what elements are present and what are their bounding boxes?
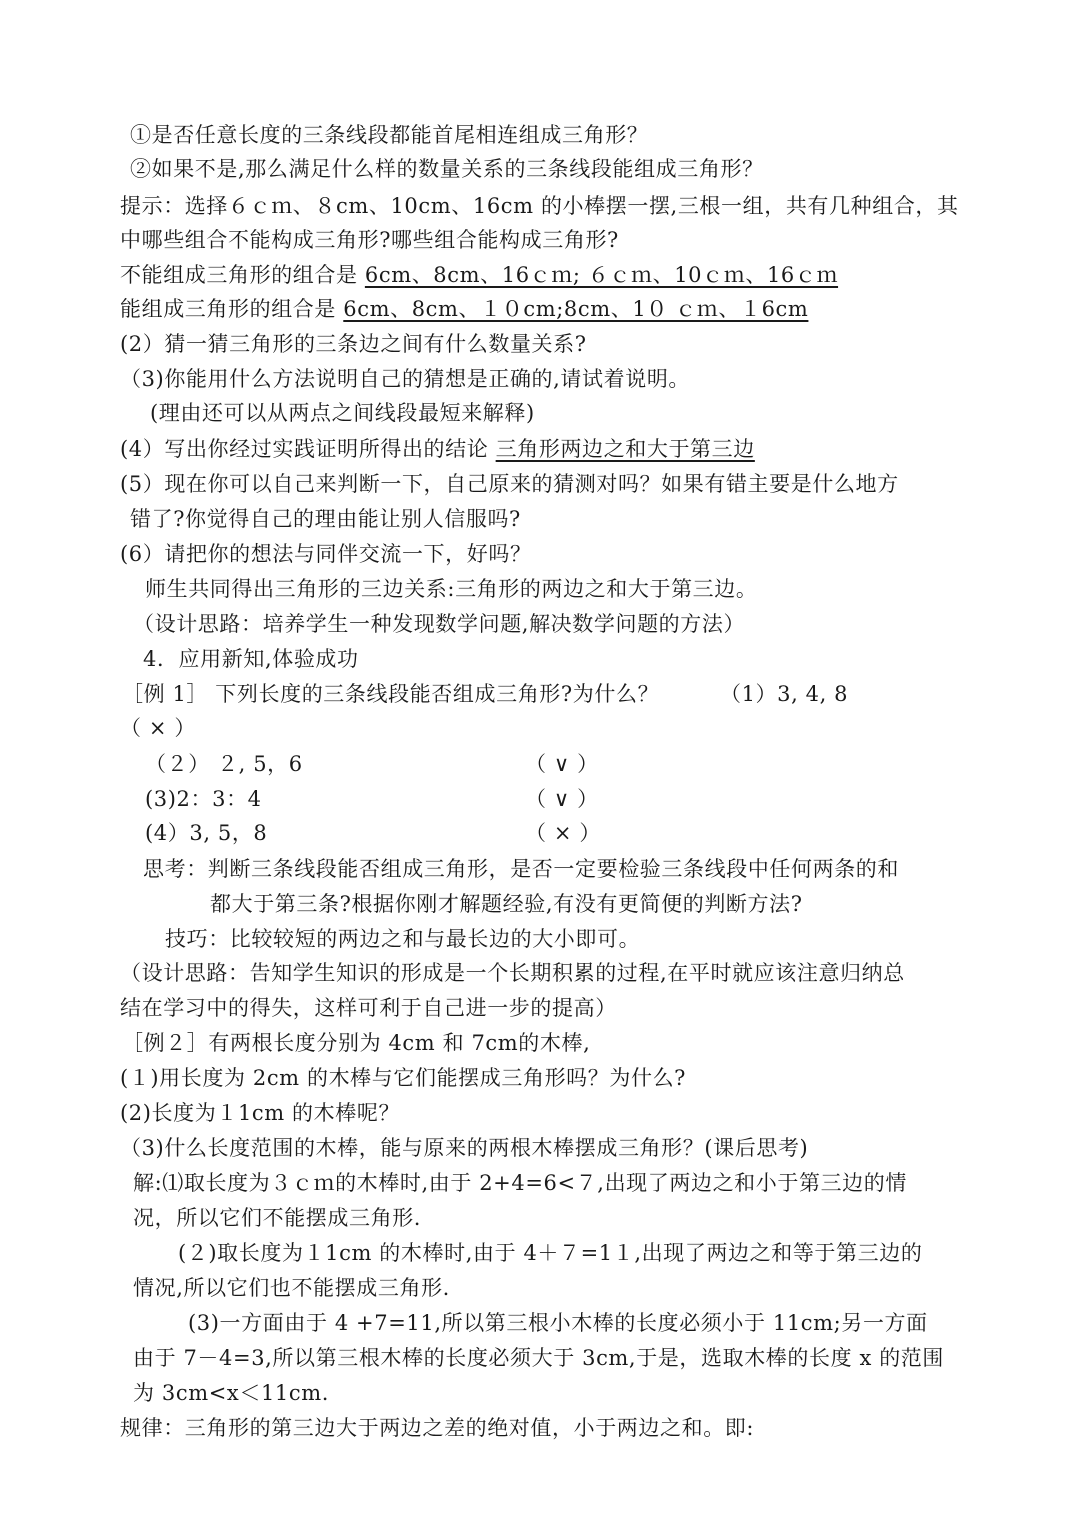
solution-1b: 况，所以它们不能摆成三角形. <box>133 1206 422 1230</box>
example-1-answer-1: （ × ） <box>120 716 196 740</box>
valid-answer: 6cm、8cm、１０cm;8cm、1０ ｃｍ、１6cm <box>343 297 809 321</box>
conclusion-answer: 三角形两边之和大于第三边 <box>495 437 755 461</box>
think-line-2: 都大于第三条?根据你刚才解题经验,有没有更简便的判断方法? <box>210 892 803 916</box>
judge-line-1: (5）现在你可以自己来判断一下，自己原来的猜测对吗？如果有错主要是什么地方 <box>120 472 899 496</box>
valid-label: 能组成三角形的组合是 <box>120 297 344 321</box>
example-1-answer-2: （ ∨ ） <box>525 752 599 776</box>
example-1-item-2: （２） ２, 5，6 <box>145 752 303 776</box>
invalid-combinations <box>120 260 838 290</box>
design-note-1: （设计思路：培养学生一种发现数学问题,解决数学问题的方法） <box>133 612 746 636</box>
invalid-label: 不能组成三角形的组合是 <box>120 263 365 287</box>
hint-line-1: 提示：选择６ｃｍ、８cm、10cm、16cm 的小棒摆一摆,三根一组，共有几种组合，其 <box>120 194 959 218</box>
question-1: ①是否任意长度的三条线段都能首尾相连组成三角形？ <box>130 123 649 147</box>
share-line: (6）请把你的想法与同伴交流一下，好吗？ <box>120 542 532 566</box>
solution-1a: 解:⑴取长度为３ｃｍ的木棒时,由于 2+4=6<７,出现了两边之和小于第三边的情 <box>133 1171 907 1195</box>
example-1-item-1: （1）3, 4, 8 <box>720 682 849 706</box>
design-note-2b: 结在学习中的得失，这样可利于自己进一步的提高） <box>120 996 617 1020</box>
example-1-prompt: ［例 1］ 下列长度的三条线段能否组成三角形?为什么？ <box>122 682 660 706</box>
conclusion-line <box>120 434 755 464</box>
example-1-item-4: (4）3, 5，8 <box>145 821 268 845</box>
example-2-q2: (2)长度为１1cm 的木棒呢？ <box>120 1101 401 1125</box>
solution-2a: (２)取长度为１1cm 的木棒时,由于 4＋７=1１,出现了两边之和等于第三边的 <box>178 1241 923 1265</box>
guess-line: (2）猜一猜三角形的三条边之间有什么数量关系? <box>120 332 587 356</box>
section-4-heading: 4．应用新知,体验成功 <box>143 647 359 671</box>
judge-line-2: 错了?你觉得自己的理由能让别人信服吗? <box>130 507 521 531</box>
think-line-1: 思考：判断三条线段能否组成三角形，是否一定要检验三条线段中任何两条的和 <box>143 857 899 881</box>
invalid-answer: 6cm、8cm、16ｃｍ; ６ｃｍ、10ｃｍ、16ｃｍ <box>364 263 839 287</box>
example-2-q3: （3)什么长度范围的木棒，能与原来的两根木棒摆成三角形？(课后思考) <box>120 1136 809 1160</box>
solution-3b: 由于 7－4=3,所以第三根木棒的长度必须大于 3cm,于是，选取木棒的长度 x 的范围 <box>133 1346 945 1370</box>
example-2-prompt: ［例２］有两根长度分别为 4cm 和 7cm的木棒, <box>122 1031 591 1055</box>
conclusion-label: (4）写出你经过实践证明所得出的结论 <box>120 437 496 461</box>
method-line: （3)你能用什么方法说明自己的猜想是正确的,请试着说明。 <box>120 367 691 391</box>
example-1-answer-3: （ ∨ ） <box>525 787 599 811</box>
question-2: ②如果不是,那么满足什么样的数量关系的三条线段能组成三角形？ <box>130 157 764 181</box>
reason-line: (理由还可以从两点之间线段最短来解释) <box>150 401 535 425</box>
hint-line-2: 中哪些组合不能构成三角形?哪些组合能构成三角形? <box>120 228 619 252</box>
solution-3a: (3)一方面由于 4 +7=11,所以第三根小木棒的长度必须小于 11cm;另一方面 <box>188 1311 928 1335</box>
example-1-item-3: (3)2：3：4 <box>145 787 262 811</box>
tip-line: 技巧：比较较短的两边之和与最长边的大小即可。 <box>165 927 641 951</box>
example-2-q1: (１)用长度为 2cm 的木棒与它们能摆成三角形吗？为什么? <box>120 1066 687 1090</box>
valid-combinations <box>120 294 808 324</box>
rule-line: 规律：三角形的第三边大于两边之差的绝对值，小于两边之和。即: <box>120 1416 755 1440</box>
solution-2b: 情况,所以它们也不能摆成三角形. <box>133 1276 450 1300</box>
design-note-2a: （设计思路：告知学生知识的形成是一个长期积累的过程,在平时就应该注意归纳总 <box>120 961 905 985</box>
summary-line: 师生共同得出三角形的三边关系:三角形的两边之和大于第三边。 <box>145 577 758 601</box>
solution-3c: 为 3cm<x＜11cm. <box>133 1381 330 1405</box>
example-1-answer-4: （ × ） <box>525 821 601 845</box>
